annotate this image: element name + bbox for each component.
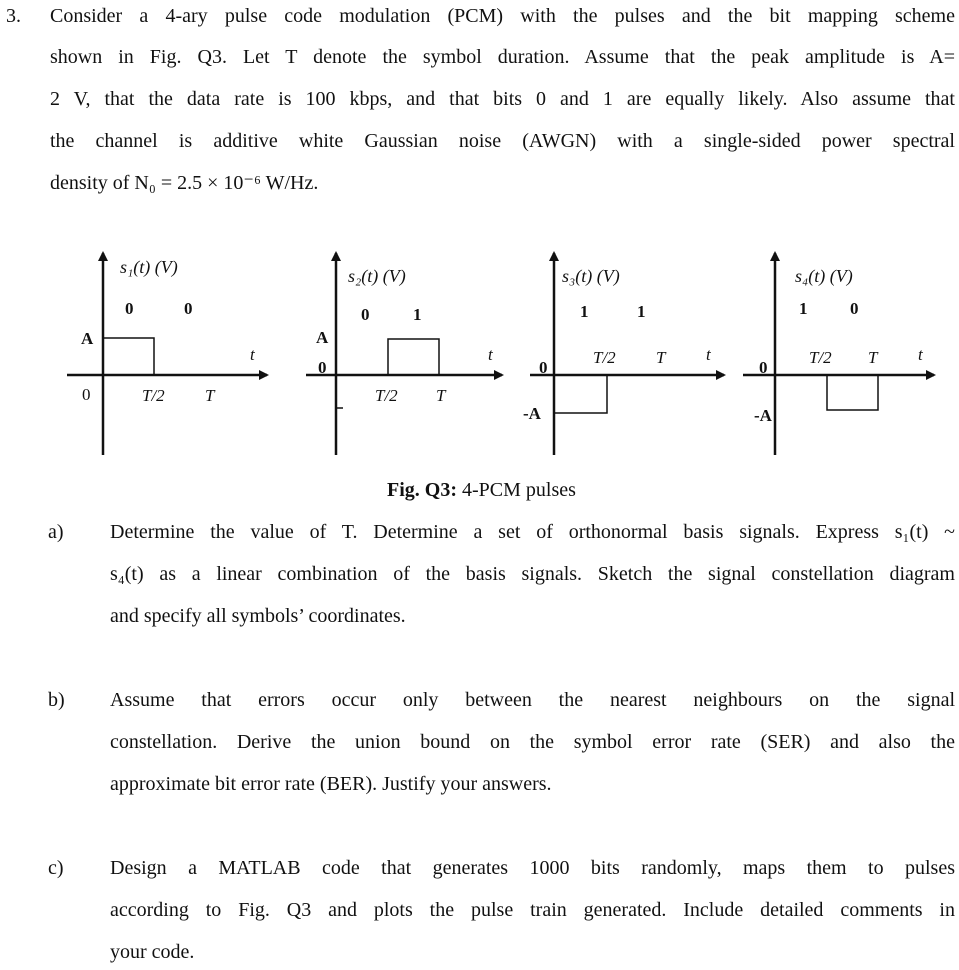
part-label: a): [48, 521, 64, 543]
figure-caption: [387, 478, 576, 502]
pulse: [554, 375, 607, 413]
part-line: Design a MATLAB code that generates 1000 bits randomly, maps them to pulses: [110, 857, 955, 879]
part-line: approximate bit error rate (BER). Justify your answers.: [110, 773, 552, 795]
t-label: t: [488, 345, 493, 364]
zero-label: 0: [759, 358, 768, 377]
bit: 0: [361, 305, 370, 324]
part-line: and specify all symbols’ coordinates.: [110, 605, 406, 627]
bit: 1: [413, 305, 422, 324]
plot-s1: [67, 253, 267, 455]
full-label: T: [205, 386, 215, 405]
bit: 1: [799, 299, 808, 318]
half-label: T/2: [809, 348, 832, 367]
pulse: [103, 338, 154, 375]
bit: 0: [184, 299, 193, 318]
pulse: [388, 339, 439, 375]
plot-label: s₂(t) (V): [348, 266, 406, 286]
question-line: Consider a 4-ary pulse code modulation (PCM) with the pulses and the bit mapping scheme: [50, 5, 955, 27]
full-label: T: [436, 386, 446, 405]
part-line: according to Fig. Q3 and plots the pulse train generated. Include detailed comments in: [110, 899, 955, 921]
amp-label: A: [81, 329, 94, 348]
plot-s4: [743, 253, 934, 455]
part-line: Assume that errors occur only between the nearest neighbours on the signal: [110, 689, 955, 711]
amp-label: A: [316, 328, 329, 347]
half-label: T/2: [375, 386, 398, 405]
plot-label: s₃(t) (V): [562, 266, 620, 286]
zero-label: 0: [539, 358, 548, 377]
half-label: T/2: [142, 386, 165, 405]
half-label: T/2: [593, 348, 616, 367]
zero-label: 0: [82, 385, 91, 404]
question-line: the channel is additive white Gaussian noise (AWGN) with a single-sided power spectral: [50, 130, 955, 152]
t-label: t: [706, 345, 711, 364]
question-line: 2 V, that the data rate is 100 kbps, and that bits 0 and 1 are equally likely. Also assume that: [50, 88, 955, 110]
plot-label: s₄(t) (V): [795, 266, 853, 286]
part-label: c): [48, 857, 64, 879]
part-line: constellation. Derive the union bound on the symbol error rate (SER) and also the: [110, 731, 955, 753]
plot-s2: [306, 253, 502, 455]
t-label: t: [918, 345, 923, 364]
bit: 1: [580, 302, 589, 321]
part-line: your code.: [110, 941, 195, 963]
amp-label: -A: [523, 404, 541, 423]
amp-label: -A: [754, 406, 772, 425]
part-line: s₄(t) as a linear combination of the basis signals. Sketch the signal constellation diagram: [110, 563, 955, 585]
full-label: T: [656, 348, 666, 367]
t-label: t: [250, 345, 255, 364]
bit: 0: [125, 299, 134, 318]
caption-label: Fig. Q3:: [387, 479, 457, 501]
full-label: T: [868, 348, 878, 367]
part-label: b): [48, 689, 65, 711]
question-line: density of N₀ = 2.5 × 10⁻⁶ W/Hz.: [50, 172, 319, 194]
plot-label: s₁(t) (V): [120, 257, 178, 277]
plot-s3: [523, 253, 724, 455]
caption-text: 4-PCM pulses: [457, 479, 576, 501]
bit: 1: [637, 302, 646, 321]
part-line: Determine the value of T. Determine a set of orthonormal basis signals. Express s₁(t) ~: [110, 521, 955, 543]
question-line: shown in Fig. Q3. Let T denote the symbol duration. Assume that the peak amplitude is A=: [50, 46, 955, 68]
bit: 0: [850, 299, 859, 318]
zero-label: 0: [318, 358, 327, 377]
pulse: [827, 375, 878, 410]
question-number: 3.: [6, 5, 21, 27]
